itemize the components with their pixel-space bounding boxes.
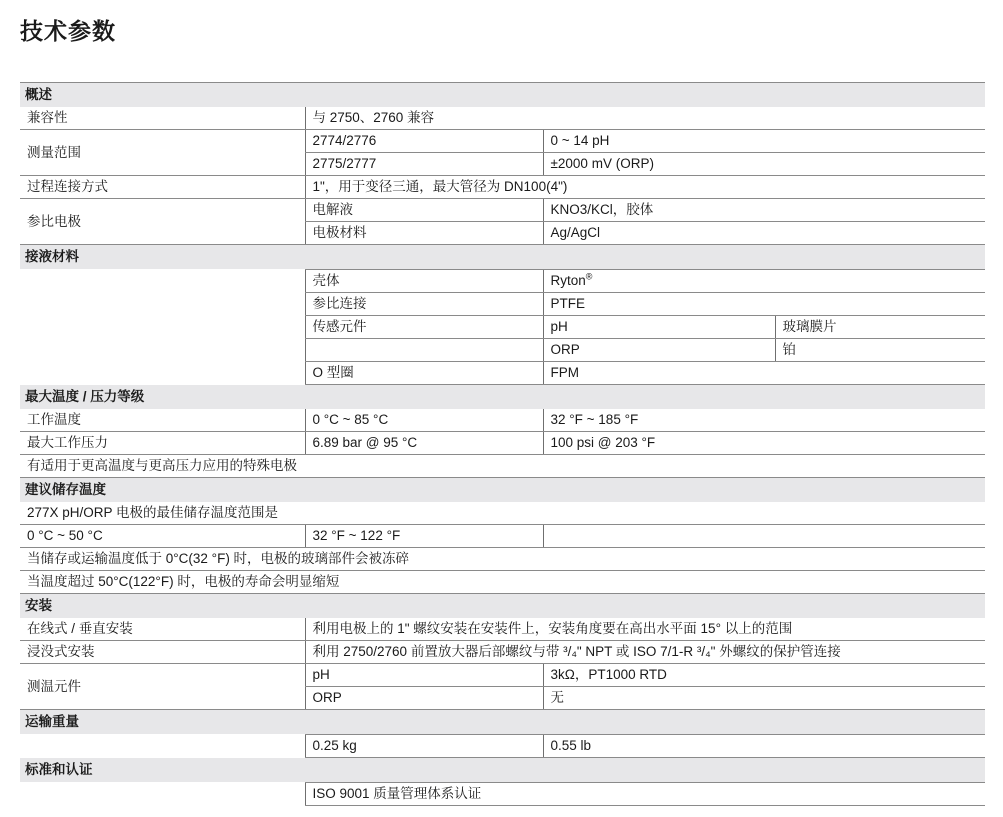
value-cell [305, 222, 543, 245]
table-row [20, 641, 985, 664]
row-label-cell [20, 432, 305, 455]
table-row [20, 130, 985, 153]
page-title: 技术参数 [20, 18, 116, 44]
value-cell [305, 432, 543, 455]
table-row [20, 455, 985, 478]
cell-text: pH [312, 667, 330, 682]
cell-text: ±2000 mV (ORP) [550, 156, 654, 171]
table-row [20, 735, 985, 758]
value-cell [305, 176, 985, 199]
cell-text: 利用电极上的 1" 螺纹安装在安装件上，安装角度要在高出水平面 15° 以上的范围 [312, 621, 793, 636]
cell-text: 277X pH/ORP 电极的最佳储存温度范围是 [27, 505, 279, 520]
table-row [20, 199, 985, 222]
cell-text: 工作温度 [27, 412, 81, 427]
cell-text: 在线式 / 垂直安装 [27, 621, 133, 636]
row-label-cell [20, 548, 985, 571]
section-header-row [20, 83, 985, 108]
section-header: 运输重量 [20, 710, 985, 735]
cell-text: 2774/2776 [312, 133, 377, 148]
value-cell [543, 664, 985, 687]
section-header-row [20, 478, 985, 503]
value-cell [305, 641, 985, 664]
cell-text: pH [550, 319, 568, 334]
row-label-cell [20, 571, 985, 594]
value-cell [305, 107, 985, 130]
value-cell [305, 153, 543, 176]
cell-text: O 型圈 [312, 365, 354, 380]
cell-text: 电解液 [312, 202, 353, 217]
row-label-cell [20, 525, 305, 548]
value-cell [775, 339, 985, 362]
cell-text: 兼容性 [27, 110, 68, 125]
cell-text: KNO3/KCl，胶体 [550, 202, 654, 217]
cell-text: ORP [312, 690, 342, 705]
cell-text: 0.25 kg [312, 738, 357, 753]
row-label-cell [20, 270, 305, 385]
cell-text: 过程连接方式 [27, 179, 108, 194]
cell-text: 32 °F ~ 185 °F [550, 412, 639, 427]
value-cell [543, 222, 985, 245]
value-cell [543, 362, 985, 385]
value-cell [543, 339, 775, 362]
row-label-cell [20, 618, 305, 641]
section-header: 接液材料 [20, 245, 985, 270]
cell-text: 最大工作压力 [27, 435, 108, 450]
cell-text: 参比连接 [312, 296, 367, 311]
section-header-row [20, 385, 985, 410]
cell-text: 1"，用于变径三通，最大管径为 DN100(4") [312, 179, 568, 194]
table-row [20, 618, 985, 641]
value-cell [543, 409, 985, 432]
cell-text: 铂 [782, 342, 796, 357]
value-cell [543, 153, 985, 176]
table-row [20, 525, 985, 548]
value-cell [543, 525, 985, 548]
section-header-row [20, 594, 985, 619]
table-row [20, 270, 985, 293]
cell-text: 传感元件 [312, 319, 367, 334]
value-cell [775, 316, 985, 339]
row-label-cell [20, 502, 985, 525]
value-cell [305, 687, 543, 710]
row-label-cell [20, 107, 305, 130]
value-cell [305, 362, 543, 385]
row-label-cell [20, 735, 305, 758]
table-row [20, 409, 985, 432]
table-row [20, 783, 985, 806]
section-header: 安装 [20, 594, 985, 619]
table-row [20, 176, 985, 199]
cell-text: 测量范围 [27, 144, 81, 160]
value-cell [543, 293, 985, 316]
table-row [20, 571, 985, 594]
row-label-cell [20, 783, 305, 806]
section-header: 概述 [20, 83, 985, 108]
row-label-cell [20, 641, 305, 664]
cell-text: 无 [550, 690, 564, 705]
cell-text: 6.89 bar @ 95 °C [312, 435, 418, 450]
table-row [20, 432, 985, 455]
value-cell [543, 687, 985, 710]
value-cell [305, 409, 543, 432]
cell-text: 0 °C ~ 50 °C [27, 528, 103, 543]
value-cell [543, 316, 775, 339]
cell-text: 当温度超过 50°C(122°F) 时，电极的寿命会明显缩短 [27, 574, 340, 589]
cell-text: 0 ~ 14 pH [550, 133, 610, 148]
cell-text: 32 °F ~ 122 °F [312, 528, 401, 543]
row-label-cell [20, 455, 985, 478]
cell-text: Ryton [550, 273, 586, 288]
row-label-cell [20, 176, 305, 199]
section-header-row [20, 245, 985, 270]
cell-text: 电极材料 [312, 225, 367, 240]
value-cell [543, 432, 985, 455]
cell-text: 0.55 lb [550, 738, 592, 753]
row-label-cell [20, 664, 305, 710]
cell-text: 测温元件 [27, 678, 81, 694]
cell-text: 利用 2750/2760 前置放大器后部螺纹与带 ³/₄" NPT 或 ISO 7/1-R ³/₄" 外螺纹的保护管连接 [312, 644, 841, 659]
cell-text: Ag/AgCl [550, 225, 601, 240]
value-cell [543, 735, 985, 758]
table-row [20, 664, 985, 687]
value-cell [305, 735, 543, 758]
value-cell [305, 316, 543, 339]
cell-text: 当储存或运输温度低于 0°C(32 °F) 时，电极的玻璃部件会被冻碎 [27, 551, 410, 566]
value-cell [305, 339, 543, 362]
cell-text: 2775/2777 [312, 156, 377, 171]
cell-text: 有适用于更高温度与更高压力应用的特殊电极 [27, 458, 297, 473]
cell-text: FPM [550, 365, 579, 380]
value-cell [305, 783, 985, 806]
value-cell [543, 130, 985, 153]
cell-text: 3kΩ，PT1000 RTD [550, 667, 667, 682]
table-row [20, 548, 985, 571]
row-label-cell [20, 130, 305, 176]
value-cell [305, 199, 543, 222]
cell-text: 壳体 [312, 273, 340, 288]
cell-text: 参比电极 [27, 213, 81, 229]
cell-text: 0 °C ~ 85 °C [312, 412, 389, 427]
section-header-row [20, 758, 985, 783]
section-header: 建议储存温度 [20, 478, 985, 503]
row-label-cell [20, 199, 305, 245]
value-cell [305, 525, 543, 548]
cell-text: 玻璃膜片 [782, 319, 837, 334]
value-cell [543, 199, 985, 222]
value-cell [305, 130, 543, 153]
row-label-cell [20, 409, 305, 432]
cell-text: ISO 9001 质量管理体系认证 [312, 786, 482, 801]
value-cell [305, 270, 543, 293]
table-row [20, 107, 985, 130]
table-row [20, 502, 985, 525]
registered-trademark-symbol: ® [585, 271, 593, 282]
cell-text: 100 psi @ 203 °F [550, 435, 656, 450]
section-header: 标准和认证 [20, 758, 985, 783]
spec-table [20, 82, 985, 806]
cell-text: PTFE [550, 296, 586, 311]
cell-text: 浸没式安装 [27, 644, 95, 659]
cell-text: 与 2750、2760 兼容 [312, 110, 435, 125]
section-header: 最大温度 / 压力等级 [20, 385, 985, 410]
section-header-row [20, 710, 985, 735]
value-cell [305, 618, 985, 641]
value-cell [305, 664, 543, 687]
table-body [20, 83, 985, 806]
value-cell [305, 293, 543, 316]
value-cell [543, 270, 985, 293]
cell-text: ORP [550, 342, 580, 357]
